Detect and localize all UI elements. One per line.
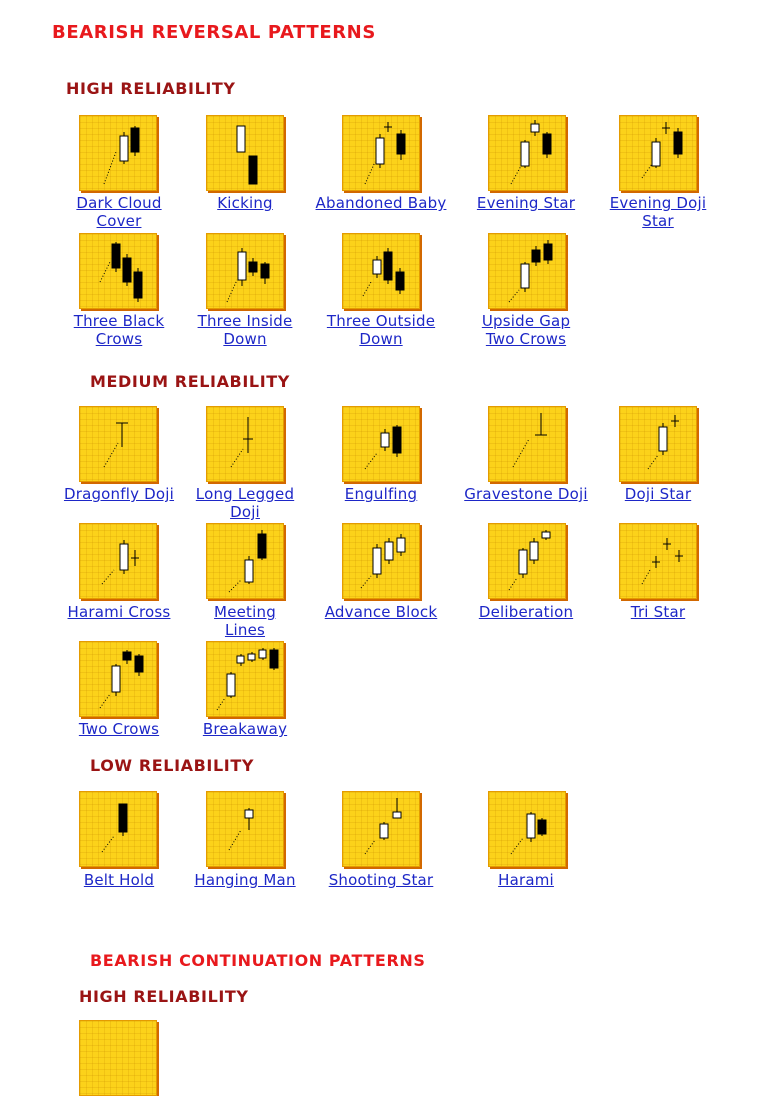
harami-link[interactable]: Harami xyxy=(498,871,554,889)
dark-cloud-cover-thumbnail[interactable] xyxy=(79,115,157,191)
engulfing-link[interactable]: Engulfing xyxy=(344,485,418,503)
gravestone-doji-link[interactable]: Gravestone Doji xyxy=(464,485,588,503)
three-outside-down-thumbnail[interactable] xyxy=(342,233,420,309)
gravestone-doji-thumbnail[interactable] xyxy=(488,406,566,482)
deliberation-thumbnail[interactable] xyxy=(488,523,566,599)
evening-star-link[interactable]: Evening Star xyxy=(476,194,576,212)
dark-cloud-cover-link[interactable]: Dark Cloud Cover xyxy=(76,194,162,230)
shooting-star-link[interactable]: Shooting Star xyxy=(328,871,434,889)
meeting-lines-link[interactable]: Meeting Lines xyxy=(214,603,276,639)
long-legged-doji-thumbnail[interactable] xyxy=(206,406,284,482)
hanging-man-thumbnail[interactable] xyxy=(206,791,284,867)
long-legged-doji-link[interactable]: Long Legged Doji xyxy=(195,485,295,521)
upside-gap-two-crows-thumbnail[interactable] xyxy=(488,233,566,309)
shooting-star-thumbnail[interactable] xyxy=(342,791,420,867)
harami-cross-link[interactable]: Harami Cross xyxy=(67,603,171,621)
belt-hold-link[interactable]: Belt Hold xyxy=(83,871,155,889)
deliberation-link[interactable]: Deliberation xyxy=(478,603,574,621)
continuation-high-heading: HIGH RELIABILITY xyxy=(79,987,249,1006)
doji-star-link[interactable]: Doji Star xyxy=(624,485,692,503)
breakaway-thumbnail[interactable] xyxy=(206,641,284,717)
hanging-man-link[interactable]: Hanging Man xyxy=(194,871,296,889)
three-outside-down-link[interactable]: Three Outside Down xyxy=(326,312,436,348)
advance-block-thumbnail[interactable] xyxy=(342,523,420,599)
kicking-thumbnail[interactable] xyxy=(206,115,284,191)
dragonfly-doji-thumbnail[interactable] xyxy=(79,406,157,482)
dragonfly-doji-link[interactable]: Dragonfly Doji xyxy=(63,485,175,503)
doji-star-thumbnail[interactable] xyxy=(619,406,697,482)
reversal-low-heading: LOW RELIABILITY xyxy=(90,756,255,775)
engulfing-thumbnail[interactable] xyxy=(342,406,420,482)
continuation-heading: BEARISH CONTINUATION PATTERNS xyxy=(90,951,426,970)
abandoned-baby-thumbnail[interactable] xyxy=(342,115,420,191)
kicking-link[interactable]: Kicking xyxy=(217,194,273,212)
belt-hold-thumbnail[interactable] xyxy=(79,791,157,867)
upside-gap-two-crows-link[interactable]: Upside Gap Two Crows xyxy=(481,312,571,348)
two-crows-link[interactable]: Two Crows xyxy=(78,720,160,738)
tri-star-link[interactable]: Tri Star xyxy=(630,603,686,621)
two-crows-thumbnail[interactable] xyxy=(79,641,157,717)
meeting-lines-thumbnail[interactable] xyxy=(206,523,284,599)
reversal-medium-heading: MEDIUM RELIABILITY xyxy=(90,372,290,391)
evening-doji-star-link[interactable]: Evening Doji Star xyxy=(609,194,707,230)
three-black-crows-link[interactable]: Three Black Crows xyxy=(73,312,165,348)
three-inside-down-thumbnail[interactable] xyxy=(206,233,284,309)
abandoned-baby-link[interactable]: Abandoned Baby xyxy=(315,194,447,212)
advance-block-link[interactable]: Advance Block xyxy=(324,603,438,621)
reversal-high-heading: HIGH RELIABILITY xyxy=(66,79,236,98)
breakaway-link[interactable]: Breakaway xyxy=(202,720,288,738)
three-inside-down-link[interactable]: Three Inside Down xyxy=(197,312,293,348)
tri-star-thumbnail[interactable] xyxy=(619,523,697,599)
harami-thumbnail[interactable] xyxy=(488,791,566,867)
harami-cross-thumbnail[interactable] xyxy=(79,523,157,599)
evening-star-thumbnail[interactable] xyxy=(488,115,566,191)
continuation-pattern-thumbnail[interactable] xyxy=(79,1020,157,1096)
three-black-crows-thumbnail[interactable] xyxy=(79,233,157,309)
evening-doji-star-thumbnail[interactable] xyxy=(619,115,697,191)
reversal-heading: BEARISH REVERSAL PATTERNS xyxy=(52,22,376,43)
